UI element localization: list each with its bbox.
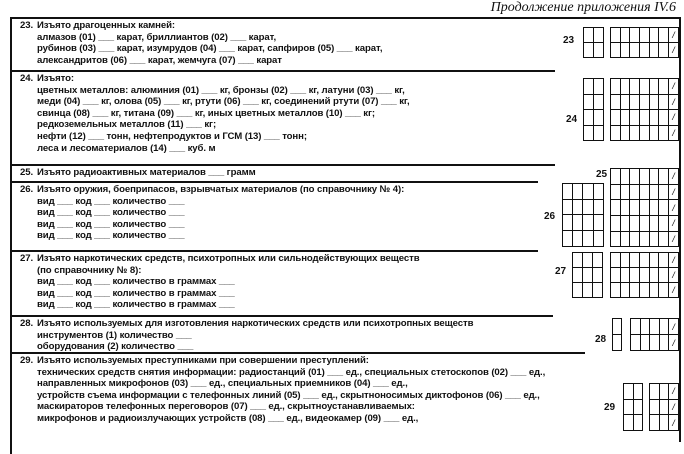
code-cell-slash[interactable]: / (669, 232, 679, 248)
code-cell[interactable] (640, 216, 650, 232)
code-cell[interactable] (640, 200, 650, 216)
code-cell[interactable] (621, 283, 631, 298)
code-cell[interactable] (650, 110, 660, 126)
code-cell[interactable] (573, 268, 583, 283)
code-cell[interactable] (611, 43, 621, 58)
code-cell[interactable] (660, 319, 670, 335)
code-grid-26-left[interactable] (562, 183, 604, 247)
code-cell[interactable] (573, 231, 583, 247)
section-line: маскираторов телефонных переговоров (07) ___ ед., скрытноустанавливаемых: (37, 401, 415, 413)
code-cell-slash[interactable]: / (669, 283, 679, 298)
code-cell[interactable] (630, 43, 640, 58)
section-line: меди (04) ___ кг, олова (05) ___ кг, ртути (06) ___ кг, соединений ртути (07) ___ кг, (37, 96, 410, 108)
code-cell[interactable] (613, 319, 622, 335)
form-top-border (10, 17, 681, 19)
code-cell[interactable] (640, 185, 650, 201)
code-cell[interactable] (621, 200, 631, 216)
code-cell[interactable] (630, 79, 640, 95)
section-line: вид ___ код ___ количество в граммах ___ (37, 287, 235, 299)
section-title: Изъято радиоактивных материалов ___ грамм (37, 167, 256, 178)
section-number: 28. (20, 318, 34, 329)
section-line: алмазов (01) ___ карат, бриллиантов (02) ___ карат, (37, 31, 277, 43)
section-line: инструментов (1) количество ___ (37, 329, 192, 341)
code-cell[interactable] (563, 231, 573, 247)
code-cell[interactable] (611, 216, 621, 232)
code-cell-slash[interactable]: / (669, 319, 679, 335)
code-cell[interactable] (631, 335, 641, 351)
form-left-border (10, 17, 12, 454)
code-cell[interactable] (611, 95, 621, 111)
code-grid-25-26-right[interactable] (610, 168, 679, 247)
section-26 (20, 184, 404, 242)
code-cell[interactable] (650, 200, 660, 216)
code-cell[interactable] (640, 126, 650, 142)
code-cell[interactable] (584, 28, 594, 43)
code-cell[interactable] (630, 169, 640, 185)
code-cell[interactable] (611, 185, 621, 201)
code-cell[interactable] (573, 184, 583, 200)
code-grid-29-right[interactable] (649, 383, 679, 431)
code-cell[interactable] (621, 185, 631, 201)
section-line: технических средств снятия информации: радиостанций (01) ___ ед., специальных стетоскопов (02) ___ ед., (37, 366, 546, 378)
section-29 (20, 355, 545, 425)
section-line: свинца (08) ___ кг, титана (09) ___ кг, иных цветных металлов (10) ___ кг; (37, 107, 376, 119)
code-label-24: 24 (566, 114, 578, 125)
code-cell[interactable] (611, 28, 621, 43)
code-cell[interactable] (659, 110, 669, 126)
code-label-27: 27 (555, 266, 567, 277)
code-grid-29-left[interactable] (623, 383, 643, 431)
code-cell[interactable] (659, 200, 669, 216)
section-line: направленных микрофонов (03) ___ ед., специальных приемников (04) ___ ед., (37, 378, 408, 390)
code-cell[interactable] (563, 215, 573, 231)
code-cell-slash[interactable]: / (669, 384, 679, 400)
section-24 (20, 73, 410, 154)
section-line: редкоземельных металлов (11) ___ кг; (37, 119, 217, 131)
code-cell[interactable] (594, 215, 604, 231)
code-cell[interactable] (659, 268, 669, 283)
code-cell-slash[interactable]: / (669, 110, 679, 126)
code-cell[interactable] (650, 283, 660, 298)
section-line: рубинов (03) ___ карат, изумрудов (04) ___ карат, сапфиров (05) ___ карат, (37, 43, 383, 55)
code-grid-28-right[interactable] (630, 318, 679, 351)
code-cell[interactable] (573, 253, 583, 268)
section-27 (20, 253, 420, 311)
code-cell[interactable] (611, 79, 621, 95)
code-cell[interactable] (659, 79, 669, 95)
code-cell[interactable] (611, 268, 621, 283)
code-cell-slash[interactable]: / (669, 268, 679, 283)
section-number: 29. (20, 355, 34, 366)
section-number: 25. (20, 167, 34, 178)
section-number: 27. (20, 253, 34, 264)
code-cell[interactable] (640, 110, 650, 126)
code-cell[interactable] (650, 400, 660, 416)
code-cell-slash[interactable]: / (669, 185, 679, 201)
section-line: цветных металлов: алюминия (01) ___ кг, бронзы (02) ___ кг, латуни (03) ___ кг, (37, 84, 405, 96)
code-cell[interactable] (594, 43, 604, 58)
code-cell[interactable] (630, 200, 640, 216)
section-line: устройств съема информации с телефонных линий (05) ___ ед., скрытноносимых диктофонов (06) ___ ед., (37, 389, 540, 401)
section-number: 24. (20, 73, 34, 84)
code-cell[interactable] (660, 384, 670, 400)
code-cell[interactable] (640, 283, 650, 298)
code-cell-slash[interactable]: / (669, 253, 679, 268)
code-cell[interactable] (611, 283, 621, 298)
code-cell[interactable] (611, 110, 621, 126)
code-cell[interactable] (660, 415, 670, 431)
section-line: нефти (12) ___ тонн, нефтепродуктов и ГСМ (13) ___ тонн; (37, 130, 307, 142)
code-cell[interactable] (659, 126, 669, 142)
code-cell[interactable] (573, 215, 583, 231)
code-cell[interactable] (621, 268, 631, 283)
code-cell[interactable] (583, 231, 593, 247)
section-title: Изъято оружия, боеприпасов, взрывчатых материалов (по справочнику № 4): (37, 184, 405, 195)
code-cell[interactable] (594, 184, 604, 200)
code-cell[interactable] (624, 415, 634, 431)
code-cell[interactable] (650, 169, 660, 185)
code-cell[interactable] (563, 184, 573, 200)
code-cell-slash[interactable]: / (669, 43, 679, 58)
code-cell[interactable] (621, 110, 631, 126)
code-cell[interactable] (630, 232, 640, 248)
code-cell[interactable] (640, 169, 650, 185)
code-cell[interactable] (584, 126, 594, 142)
section-line: оборудования (2) количество ___ (37, 341, 194, 353)
code-label-23: 23 (563, 35, 575, 46)
code-cell[interactable] (650, 253, 660, 268)
code-grid-27-right[interactable] (610, 252, 679, 298)
code-cell[interactable] (634, 400, 644, 416)
section-line: вид ___ код ___ количество ___ (37, 195, 185, 207)
section-line: (по справочнику № 8): (37, 264, 142, 276)
section-title: Изъято используемых преступниками при совершении преступлений: (37, 355, 369, 366)
code-grid-23-right[interactable] (610, 27, 679, 58)
section-title: Изъято используемых для изготовления наркотических средств или психотропных веществ (37, 318, 474, 329)
code-cell[interactable] (593, 283, 603, 298)
code-cell-slash[interactable]: / (669, 79, 679, 95)
code-cell[interactable] (650, 126, 660, 142)
section-title: Изъято наркотических средств, психотропных или сильнодействующих веществ (37, 253, 420, 264)
code-cell[interactable] (584, 95, 594, 111)
code-cell[interactable] (650, 232, 660, 248)
code-cell[interactable] (630, 253, 640, 268)
section-line: вид ___ код ___ количество ___ (37, 230, 185, 242)
code-cell[interactable] (594, 28, 604, 43)
code-cell[interactable] (640, 268, 650, 283)
code-cell[interactable] (593, 253, 603, 268)
code-cell[interactable] (624, 384, 634, 400)
code-grid-23-left[interactable] (583, 27, 604, 58)
code-cell[interactable] (641, 335, 651, 351)
code-label-28: 28 (595, 334, 607, 345)
code-cell[interactable] (650, 95, 660, 111)
code-cell[interactable] (630, 95, 640, 111)
code-label-25: 25 (596, 169, 608, 180)
code-cell[interactable] (640, 232, 650, 248)
code-grid-24-left[interactable] (583, 78, 604, 141)
code-cell[interactable] (659, 253, 669, 268)
section-number: 23. (20, 20, 34, 31)
code-cell[interactable] (621, 232, 631, 248)
code-cell-slash[interactable]: / (669, 95, 679, 111)
code-cell[interactable] (611, 232, 621, 248)
divider-26 (10, 250, 538, 252)
code-cell[interactable] (660, 400, 670, 416)
code-cell[interactable] (630, 28, 640, 43)
code-label-26: 26 (544, 211, 556, 222)
code-cell-slash[interactable]: / (669, 200, 679, 216)
code-cell[interactable] (583, 184, 593, 200)
code-cell[interactable] (630, 283, 640, 298)
code-cell[interactable] (659, 216, 669, 232)
code-cell[interactable] (659, 283, 669, 298)
code-cell[interactable] (573, 283, 583, 298)
code-cell[interactable] (594, 79, 604, 95)
code-cell[interactable] (583, 200, 593, 216)
code-cell[interactable] (650, 335, 660, 351)
code-cell[interactable] (621, 95, 631, 111)
form-right-border (679, 17, 681, 442)
section-28 (20, 318, 473, 353)
code-cell[interactable] (650, 79, 660, 95)
code-cell-slash[interactable]: / (669, 28, 679, 43)
code-cell[interactable] (621, 28, 631, 43)
code-cell[interactable] (611, 126, 621, 142)
code-cell[interactable] (621, 79, 631, 95)
code-cell[interactable] (659, 169, 669, 185)
code-cell[interactable] (640, 253, 650, 268)
section-title: Изъято драгоценных камней: (37, 20, 176, 31)
section-line: леса и лесоматериалов (14) ___ куб. м (37, 142, 216, 154)
code-cell[interactable] (650, 43, 660, 58)
code-cell[interactable] (584, 79, 594, 95)
code-cell[interactable] (594, 95, 604, 111)
code-cell[interactable] (659, 232, 669, 248)
divider-25 (10, 181, 538, 183)
section-25 (20, 167, 256, 179)
section-23 (20, 20, 382, 66)
code-cell[interactable] (563, 200, 573, 216)
code-cell[interactable] (650, 319, 660, 335)
code-cell[interactable] (594, 126, 604, 142)
code-grid-27-left[interactable] (572, 252, 603, 298)
code-cell[interactable] (650, 28, 660, 43)
code-cell[interactable] (584, 43, 594, 58)
appendix-header: Продолжение приложения IV.6 (490, 0, 676, 15)
code-cell[interactable] (594, 200, 604, 216)
code-cell[interactable] (621, 43, 631, 58)
code-cell[interactable] (650, 216, 660, 232)
code-cell[interactable] (583, 253, 593, 268)
code-cell[interactable] (621, 253, 631, 268)
code-cell[interactable] (630, 126, 640, 142)
code-cell[interactable] (659, 95, 669, 111)
code-cell[interactable] (660, 335, 670, 351)
divider-23 (10, 70, 555, 72)
code-cell[interactable] (630, 185, 640, 201)
section-line: микрофонов и радиоизлучающих устройств (08) ___ ед., видеокамер (09) ___ ед., (37, 412, 419, 424)
code-cell-slash[interactable]: / (669, 415, 679, 431)
code-cell[interactable] (659, 185, 669, 201)
code-cell-slash[interactable]: / (669, 126, 679, 142)
code-cell[interactable] (584, 110, 594, 126)
code-cell[interactable] (630, 268, 640, 283)
code-cell-slash[interactable]: / (669, 335, 679, 351)
code-cell[interactable] (650, 384, 660, 400)
code-cell[interactable] (573, 200, 583, 216)
code-cell[interactable] (621, 126, 631, 142)
code-cell[interactable] (650, 268, 660, 283)
code-cell[interactable] (641, 319, 651, 335)
divider-24 (10, 164, 555, 166)
code-cell[interactable] (583, 283, 593, 298)
code-cell[interactable] (659, 28, 669, 43)
code-cell[interactable] (611, 169, 621, 185)
code-label-29: 29 (604, 402, 616, 413)
code-cell[interactable] (593, 268, 603, 283)
code-cell[interactable] (659, 43, 669, 58)
code-cell[interactable] (634, 384, 644, 400)
code-cell[interactable] (630, 216, 640, 232)
code-cell[interactable] (640, 79, 650, 95)
code-cell[interactable] (640, 43, 650, 58)
section-number: 26. (20, 184, 34, 195)
code-cell[interactable] (613, 335, 622, 351)
code-cell[interactable] (631, 319, 641, 335)
code-grid-28-left[interactable] (612, 318, 622, 351)
code-cell[interactable] (594, 110, 604, 126)
section-line: вид ___ код ___ количество ___ (37, 218, 185, 230)
code-cell[interactable] (594, 231, 604, 247)
section-line: вид ___ код ___ количество в граммах ___ (37, 299, 235, 311)
code-cell[interactable] (621, 216, 631, 232)
code-cell[interactable] (634, 415, 644, 431)
code-cell[interactable] (630, 110, 640, 126)
code-cell[interactable] (640, 95, 650, 111)
code-cell[interactable] (650, 185, 660, 201)
code-cell[interactable] (640, 28, 650, 43)
code-cell-slash[interactable]: / (669, 400, 679, 416)
code-cell[interactable] (611, 200, 621, 216)
code-cell[interactable] (583, 215, 593, 231)
section-title: Изъято: (37, 73, 74, 84)
code-grid-24-right[interactable] (610, 78, 679, 141)
divider-27 (10, 315, 553, 317)
code-cell[interactable] (621, 169, 631, 185)
code-cell-slash[interactable]: / (669, 216, 679, 232)
section-line: вид ___ код ___ количество ___ (37, 207, 185, 219)
code-cell[interactable] (583, 268, 593, 283)
section-line: вид ___ код ___ количество в граммах ___ (37, 276, 235, 288)
section-line: александритов (06) ___ карат, жемчуга (07) ___ карат (37, 54, 282, 66)
code-cell[interactable] (624, 400, 634, 416)
code-cell[interactable] (650, 415, 660, 431)
code-cell-slash[interactable]: / (669, 169, 679, 185)
code-cell[interactable] (611, 253, 621, 268)
